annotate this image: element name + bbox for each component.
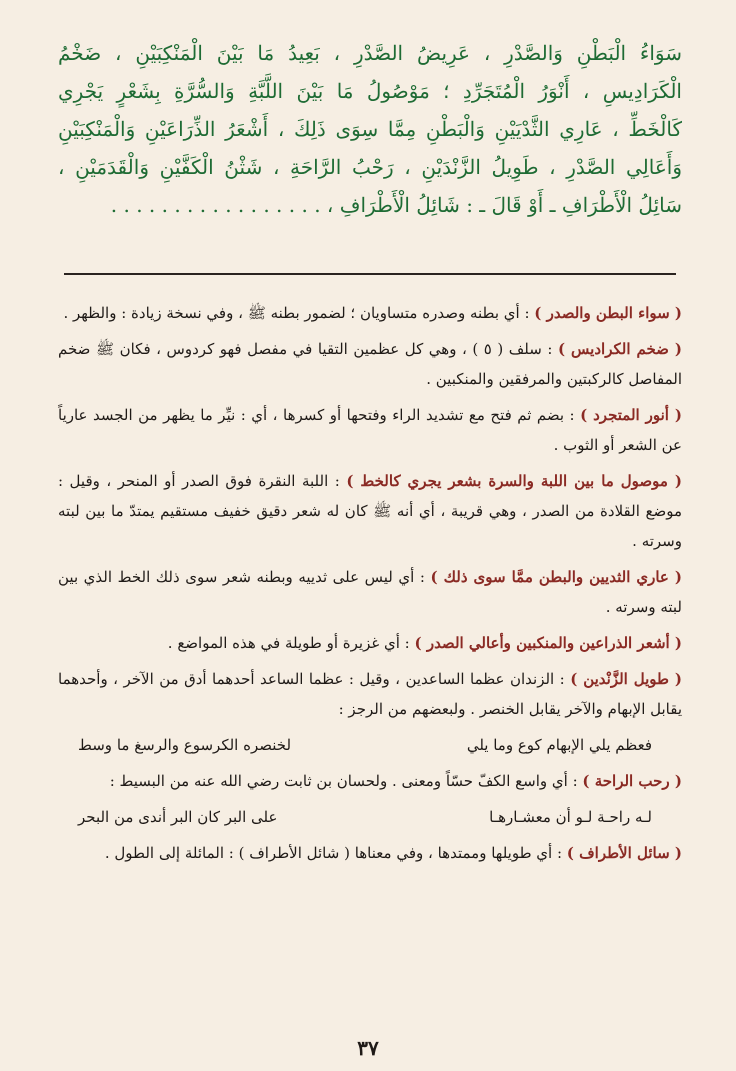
separator-rule: [64, 273, 676, 275]
note-term: ( عاري الثديين والبطن ممَّا سوى ذلك ): [430, 568, 682, 586]
verse-second-hemistich: لخنصره الكرسوع والرسغ ما وسط: [78, 736, 292, 754]
note-definition: : أي واسع الكفّ حسّاً ومعنى . ولحسان بن ثابت رضي الله عنه من البسيط :: [109, 772, 583, 790]
note-definition: : اللبة النقرة فوق الصدر أو المنحر ، وقيل : موضع القلادة من الصدر ، وهي قريبة ، أي أنه ﷺ كان له شعر دقيق خفيف مستقيم يمتدّ ما بين لبته وسرته .: [58, 472, 682, 550]
note-term: ( ضخم الكراديس ): [557, 340, 682, 358]
note-term: ( سواء البطن والصدر ): [534, 304, 682, 322]
commentary-notes: [58, 298, 682, 874]
main-text-line: الْكَرَادِيسِ ، أَنْوَرُ الْمُتَجَرِّدِ ؛ مَوْصُولُ مَا بَيْنَ اللَّبَّةِ وَالسُّرَّةِ بِشَعْرٍ يَجْرِي: [58, 79, 682, 103]
note-term: ( موصول ما بين اللبة والسرة بشعر يجري كالخط ): [346, 472, 682, 490]
hadith-main-text: [58, 34, 682, 224]
note-item: [58, 400, 682, 460]
poem-verse: [58, 730, 682, 760]
verse-second-hemistich: على البر كان البر أندى من البحر: [78, 808, 278, 826]
note-term: ( سائل الأطراف ): [566, 844, 682, 862]
note-item: [58, 298, 682, 328]
verse-first-hemistich: فعظم يلي الإبهام كوع وما يلي: [466, 736, 652, 754]
note-definition: : سلف ( ٥ ) ، وهي كل عظمين التقيا في مفصل فهو كردوس ، فكان ﷺ ضخم المفاصل كالركبتين والمرفقين والمنكبين .: [58, 340, 682, 388]
note-term: ( أنور المتجرد ): [580, 406, 682, 424]
note-term: ( طويل الزَّنْدين ): [570, 670, 682, 688]
note-term: ( أشعر الذراعين والمنكبين وأعالي الصدر ): [414, 634, 682, 652]
note-item: [58, 562, 682, 622]
note-item: [58, 628, 682, 658]
note-item: [58, 664, 682, 724]
note-definition: : بضم ثم فتح مع تشديد الراء وفتحها أو كسرها ، أي : نيِّر ما يظهر من الجسد عارياً عن الشعر أو الثوب .: [58, 406, 682, 454]
verse-first-hemistich: لـه راحـة لـو أن معشـارهـا: [489, 808, 652, 826]
note-item: [58, 766, 682, 796]
note-definition: : أي بطنه وصدره متساويان ؛ لضمور بطنه ﷺ ، وفي نسخة زيادة : والظهر .: [63, 304, 535, 322]
main-text-line: سَائِلُ الْأَطْرَافِ ـ أَوْ قَالَ ـ : شَائِلُ الْأَطْرَافِ ، . . . . . . . . . . . . . . . . .: [110, 193, 682, 217]
note-definition: : الزندان عظما الساعدين ، وقيل : عظما الساعد أحدهما أدق من الآخر ، وأحدهما يقابل الإبهام والآخر يقابل الخنصر . ولبعضهم من الرجز :: [58, 670, 682, 718]
note-definition: : أي طويلها وممتدها ، وفي معناها ( شائل الأطراف ) : المائلة إلى الطول .: [104, 844, 567, 862]
note-item: [58, 466, 682, 556]
main-text-line: كَالْخَطِّ ، عَارِي الثَّدْيَيْنِ وَالْبَطْنِ مِمَّا سِوَى ذَلِكَ ، أَشْعَرُ الذِّرَاعَيْنِ وَالْمَنْكِبَيْنِ: [58, 117, 682, 141]
note-definition: : أي غزيرة أو طويلة في هذه المواضع .: [167, 634, 415, 652]
poem-verse: [58, 802, 682, 832]
main-text-line: وَأَعَالِي الصَّدْرِ ، طَوِيلُ الزَّنْدَيْنِ ، رَحْبُ الرَّاحَةِ ، شَثْنُ الْكَفَّيْنِ وَالْقَدَمَيْنِ ،: [58, 155, 682, 179]
note-term: ( رحب الراحة ): [582, 772, 682, 790]
note-item: [58, 334, 682, 394]
note-definition: : أي ليس على ثدييه وبطنه شعر سوى ذلك الخط الذي بين لبته وسرته .: [58, 568, 682, 616]
main-text-line: سَوَاءُ الْبَطْنِ وَالصَّدْرِ ، عَرِيضُ الصَّدْرِ ، بَعِيدُ مَا بَيْنَ الْمَنْكِبَيْنِ ، ضَخْمُ: [58, 41, 682, 65]
page-number: ٣٧: [357, 1036, 379, 1060]
note-item: [58, 838, 682, 868]
